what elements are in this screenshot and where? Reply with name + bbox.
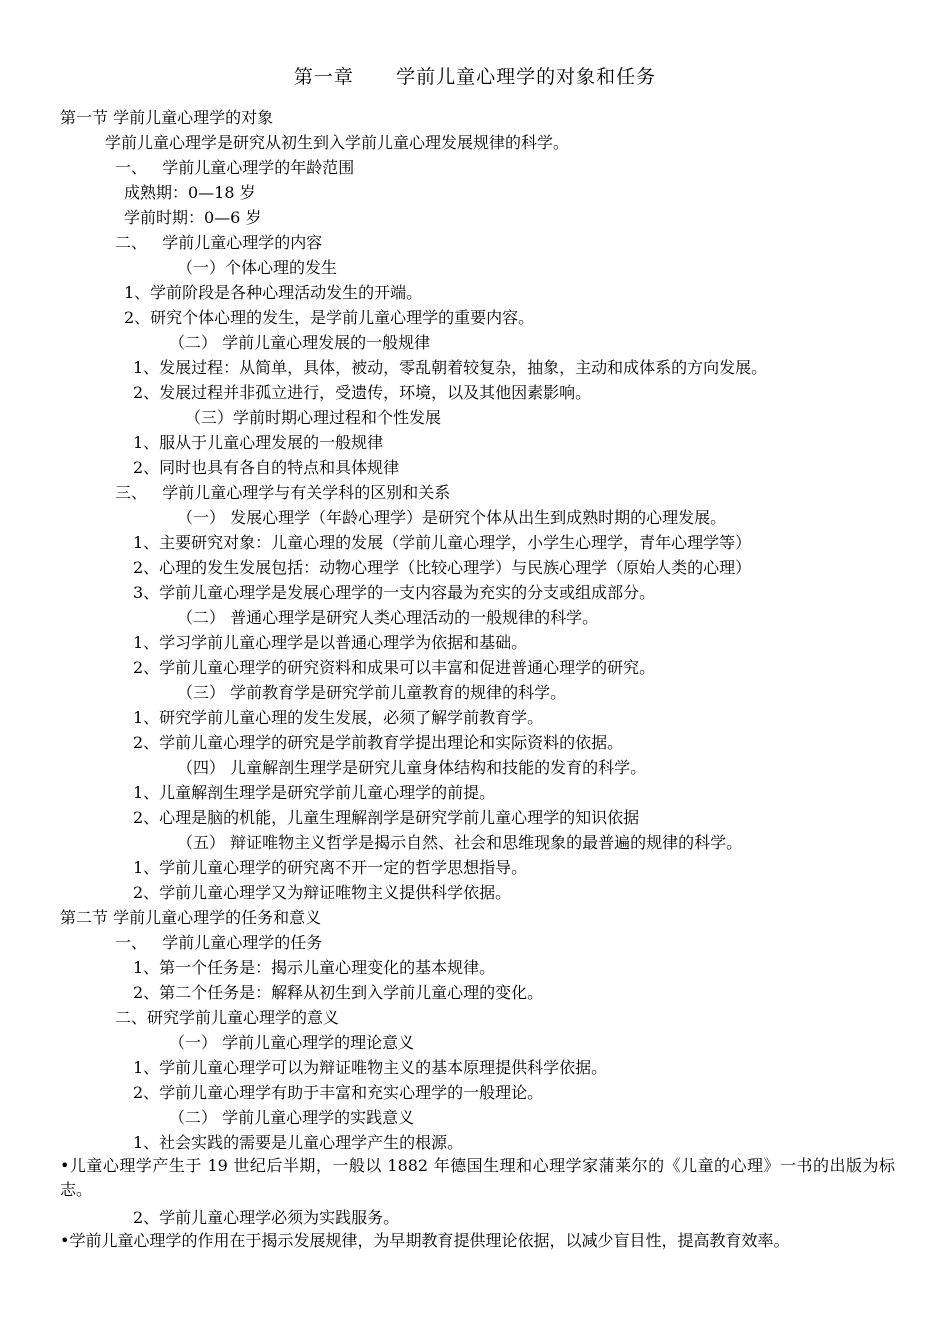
subheading: （一） 学前儿童心理学的理论意义: [169, 1033, 415, 1052]
list-item: 2、学前儿童心理学必须为实践服务。: [133, 1208, 400, 1227]
list-item: 1、学前儿童心理学的研究离不开一定的哲学思想指导。: [133, 858, 528, 877]
subheading: （二） 学前儿童心理发展的一般规律: [169, 333, 431, 352]
list-item: 2、第二个任务是：解释从初生到入学前儿童心理的变化。: [133, 983, 544, 1002]
definition-line: 学前儿童心理学是研究从初生到入学前儿童心理发展规律的科学。: [105, 133, 570, 152]
list-item: 2、发展过程并非孤立进行，受遗传，环境，以及其他因素影响。: [133, 383, 592, 402]
list-item: 学前时期：0—6 岁: [124, 208, 262, 227]
section-heading-2: 第二节 学前儿童心理学的任务和意义: [60, 908, 322, 927]
heading-related-disciplines: 三、 学前儿童心理学与有关学科的区别和关系: [115, 483, 451, 502]
list-item: 1、研究学前儿童心理的发生发展，必须了解学前教育学。: [133, 708, 544, 727]
list-item: 2、同时也具有各自的特点和具体规律: [133, 458, 400, 477]
subheading: （三） 学前教育学是研究学前儿童教育的规律的科学。: [177, 683, 567, 702]
chapter-title: 第一章 学前儿童心理学的对象和任务: [293, 66, 657, 88]
bullet-paragraph: •儿童心理学产生于 19 世纪后半期，一般以 1882 年德国生理和心理学家蒲莱尔的《儿童的心理》一书的出版为标志。: [60, 1156, 895, 1199]
list-item: 1、第一个任务是：揭示儿童心理变化的基本规律。: [133, 958, 496, 977]
list-item: 1、学前阶段是各种心理活动发生的开端。: [124, 283, 423, 302]
section-heading-1: 第一节 学前儿童心理学的对象: [60, 108, 274, 127]
list-item: 1、儿童解剖生理学是研究学前儿童心理学的前提。: [133, 783, 496, 802]
list-item: 2、研究个体心理的发生，是学前儿童心理学的重要内容。: [124, 308, 535, 327]
list-item: 2、学前儿童心理学的研究是学前教育学提出理论和实际资料的依据。: [133, 733, 624, 752]
list-item: 1、社会实践的需要是儿童心理学产生的根源。: [133, 1133, 464, 1152]
list-item: 2、心理是脑的机能，儿童生理解剖学是研究学前儿童心理学的知识依据: [133, 808, 640, 827]
list-item: 3、学前儿童心理学是发展心理学的一支内容最为充实的分支或组成部分。: [133, 583, 656, 602]
bullet-paragraph: •学前儿童心理学的作用在于揭示发展规律，为早期教育提供理论依据，以减少盲目性，提高教育效率。: [60, 1231, 790, 1250]
list-item: 1、服从于儿童心理发展的一般规律: [133, 433, 384, 452]
list-item: 成熟期：0—18 岁: [124, 183, 256, 202]
subheading: （一） 发展心理学（年龄心理学）是研究个体从出生到成熟时期的心理发展。: [177, 508, 727, 527]
list-item: 1、发展过程：从简单，具体，被动，零乱朝着较复杂，抽象，主动和成体系的方向发展。: [133, 358, 768, 377]
subheading: （二） 学前儿童心理学的实践意义: [169, 1108, 415, 1127]
heading-age-range: 一、 学前儿童心理学的年龄范围: [115, 158, 355, 177]
heading-content: 二、 学前儿童心理学的内容: [115, 233, 323, 252]
subheading: （一）个体心理的发生: [177, 258, 338, 277]
heading-tasks: 一、 学前儿童心理学的任务: [115, 933, 323, 952]
subheading: （四） 儿童解剖生理学是研究儿童身体结构和技能的发育的科学。: [177, 758, 647, 777]
subheading: （五） 辩证唯物主义哲学是揭示自然、社会和思维现象的最普遍的规律的科学。: [177, 833, 743, 852]
list-item: 2、心理的发生发展包括：动物心理学（比较心理学）与民族心理学（原始人类的心理）: [133, 558, 752, 577]
subheading: （二） 普通心理学是研究人类心理活动的一般规律的科学。: [177, 608, 599, 627]
list-item: 1、学习学前儿童心理学是以普通心理学为依据和基础。: [133, 633, 528, 652]
list-item: 2、学前儿童心理学的研究资料和成果可以丰富和促进普通心理学的研究。: [133, 658, 656, 677]
list-item: 2、学前儿童心理学有助于丰富和充实心理学的一般理论。: [133, 1083, 544, 1102]
heading-significance: 二、研究学前儿童心理学的意义: [115, 1008, 340, 1027]
list-item: 1、主要研究对象：儿童心理的发展（学前儿童心理学，小学生心理学，青年心理学等）: [133, 533, 752, 552]
subheading: （三）学前时期心理过程和个性发展: [185, 408, 442, 427]
list-item: 2、学前儿童心理学又为辩证唯物主义提供科学依据。: [133, 883, 512, 902]
list-item: 1、学前儿童心理学可以为辩证唯物主义的基本原理提供科学依据。: [133, 1058, 608, 1077]
